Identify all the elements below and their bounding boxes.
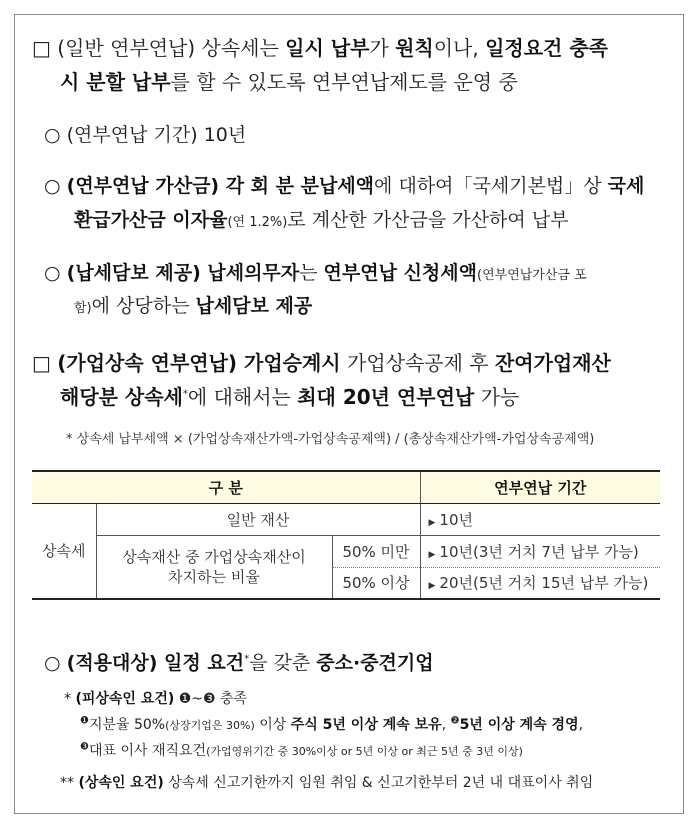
circle-bullet-icon: ○	[44, 124, 61, 146]
triangle-bullet-icon: ▶	[428, 517, 436, 528]
applicability-line: ○ (적용대상) 일정 요건*을 갖춘 중소·중견기업	[44, 652, 434, 674]
bullet-security-line2: 함)에 상당하는 납세담보 제공	[74, 295, 313, 317]
triangle-bullet-icon: ▶	[428, 549, 436, 560]
bullet-security-line1: ○ (납세담보 제공) 납세의무자는 연부연납 신청세액(연부연납가산금 포	[44, 262, 587, 284]
cell-ratio-label: 상속재산 중 가업상속재산이 차지하는 비율	[96, 535, 332, 599]
note-decedent-heading: * (피상속인 요건) ❶~❸ 충족	[64, 691, 248, 707]
circle-bullet-icon: ○	[44, 652, 61, 674]
section1-line2: 시 분할 납부를 할 수 있도록 연부연납제도를 운영 중	[60, 70, 518, 94]
bullet-surcharge-line1: ○ (연부연납 가산금) 각 회 분 분납세액에 대하여「국세기본법」상 국세	[44, 175, 645, 197]
note-decedent-line1: $^❶$지분율 50%(상장기업은 30%) 이상 주식 5년 이상 계속 보유, $^❷$5년 이상 계속 경영,	[80, 715, 584, 733]
cell-general-period: ▶ 10년	[420, 503, 660, 535]
cell-under-50-period: ▶ 10년(3년 거치 7년 납부 가능)	[420, 535, 660, 567]
cell-over-50-period: ▶ 20년(5년 거치 15년 납부 가능)	[420, 567, 660, 599]
installment-period-table	[32, 470, 660, 600]
cell-under-50: 50% 미만	[332, 535, 420, 567]
square-bullet-icon: □	[32, 36, 51, 60]
table-header-category: 구 분	[32, 471, 420, 503]
triangle-bullet-icon: ▶	[428, 581, 436, 592]
note-decedent-line2: $^❸$대표 이사 재직요건(가업영위기간 중 30%이상 or 5년 이상 or 최근 5년 중 3년 이상)	[80, 741, 523, 759]
table-header-period: 연부연납 기간	[420, 471, 660, 503]
square-bullet-icon: □	[32, 351, 51, 375]
cell-over-50: 50% 이상	[332, 567, 420, 599]
circle-bullet-icon: ○	[44, 262, 61, 284]
section1-line1: □ (일반 연부연납) 상속세는 일시 납부가 원칙이나, 일정요건 충족	[32, 36, 608, 60]
section2-line1: □ (가업상속 연부연납) 가업승계시 가업상속공제 후 잔여가업재산	[32, 351, 611, 375]
circle-bullet-icon: ○	[44, 175, 61, 197]
note-heir: ** (상속인 요건) 상속세 신고기한까지 임원 취임 & 신고기한부터 2년 내 대표이사 취임	[60, 775, 594, 791]
cell-general-property: 일반 재산	[96, 503, 420, 535]
section2-line2: 해당분 상속세*에 대해서는 최대 20년 연부연납 가능	[60, 385, 520, 409]
row-label-inheritance-tax: 상속세	[32, 503, 96, 599]
section2-footnote: * 상속세 납부세액 × (가업상속재산가액-가업상속공제액) / (총상속재산가액-가업상속공제액)	[66, 432, 595, 447]
bullet-period: ○ (연부연납 기간) 10년	[44, 124, 247, 146]
bullet-surcharge-line2: 환급가산금 이자율(연 1.2%)로 계산한 가산금을 가산하여 납부	[74, 209, 569, 231]
